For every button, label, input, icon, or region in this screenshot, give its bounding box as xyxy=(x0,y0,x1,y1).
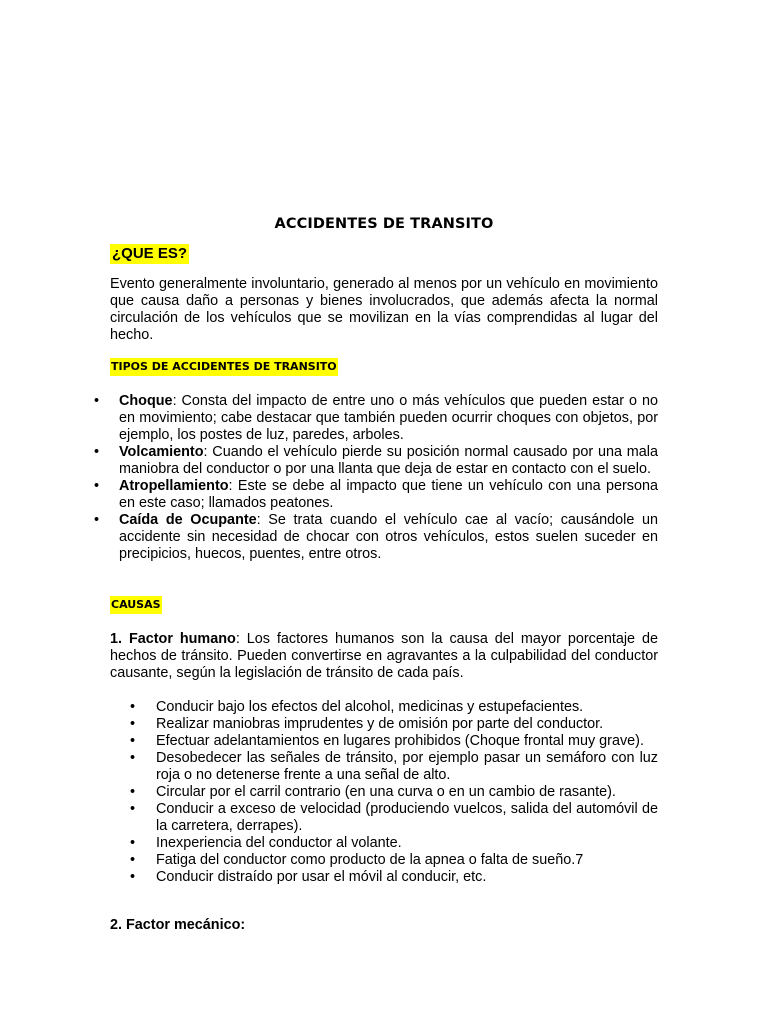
list-item xyxy=(94,512,658,563)
item-text: Inexperiencia del conductor al volante. xyxy=(156,835,402,851)
bullet-icon: • xyxy=(94,478,100,494)
item-text: Circular por el carril contrario (en una curva o en un cambio de rasante). xyxy=(156,784,616,800)
item-term: Choque xyxy=(119,393,173,409)
list-item xyxy=(94,478,658,512)
bullet-icon: • xyxy=(130,699,136,715)
causas-list xyxy=(130,699,658,886)
heading-factor-mecanico: 2. Factor mecánico: xyxy=(110,917,246,933)
item-text: Realizar maniobras imprudentes y de omisión por parte del conductor. xyxy=(156,716,604,732)
bullet-icon: • xyxy=(130,835,136,851)
item-text: : Consta del impacto de entre uno o más vehículos que pueden estar o no en movimiento; cabe destacar que también pueden ocurrir choques con objetos, por ejemplo, los postes de luz, paredes, arboles. xyxy=(119,393,658,443)
item-text: Conducir a exceso de velocidad (produciendo vuelcos, salida del automóvil de la carretera, derrapes). xyxy=(156,801,658,834)
bullet-icon: • xyxy=(130,716,136,732)
factor-humano-term: 1. Factor humano xyxy=(110,631,236,647)
item-text: : Este se debe al impacto que tiene un vehículo con una persona en este caso; llamados peatones. xyxy=(119,478,658,511)
item-term: Atropellamiento xyxy=(119,478,229,494)
item-text: : Cuando el vehículo pierde su posición normal causado por una mala maniobra del conductor o por una llanta que deja de estar en contacto con el suelo. xyxy=(119,444,658,477)
factor-humano-text: : Los factores humanos son la causa del mayor porcentaje de hechos de tránsito. Pueden convertirse en agravantes a la culpabilidad del conductor causante, según la legislación de tránsito de cada país. xyxy=(110,631,658,681)
bullet-icon: • xyxy=(130,801,136,817)
list-item xyxy=(130,750,658,784)
item-term: Volcamiento xyxy=(119,444,204,460)
bullet-icon: • xyxy=(130,733,136,749)
list-item xyxy=(94,444,658,478)
item-term: Caída de Ocupante xyxy=(119,512,257,528)
list-item xyxy=(130,852,658,869)
bullet-icon: • xyxy=(94,393,100,409)
bullet-icon: • xyxy=(130,869,136,885)
bullet-icon: • xyxy=(130,784,136,800)
item-text: Conducir bajo los efectos del alcohol, medicinas y estupefacientes. xyxy=(156,699,584,715)
list-item xyxy=(130,801,658,835)
list-item xyxy=(130,733,658,750)
document-title: ACCIDENTES DE TRANSITO xyxy=(274,216,494,232)
paragraph-definition: Evento generalmente involuntario, generado al menos por un vehículo en movimiento que causa daño a personas y bienes involucrados, que además afecta la normal circulación de los vehículos que se movilizan en la vías comprendidas al lugar del hecho. xyxy=(110,276,658,343)
item-text: Desobedecer las señales de tránsito, por ejemplo pasar un semáforo con luz roja o no detenerse frente a una señal de alto. xyxy=(156,750,658,783)
list-item xyxy=(130,869,658,886)
item-text: Efectuar adelantamientos en lugares prohibidos (Choque frontal muy grave). xyxy=(156,733,644,749)
paragraph-factor-humano xyxy=(110,631,658,682)
list-item xyxy=(130,699,658,716)
tipos-list xyxy=(94,393,658,563)
bullet-icon: • xyxy=(130,750,136,766)
list-item xyxy=(130,835,658,852)
bullet-icon: • xyxy=(130,852,136,868)
bullet-icon: • xyxy=(94,444,100,460)
list-item xyxy=(130,716,658,733)
item-text: : Se trata cuando el vehículo cae al vacío; causándole un accidente sin necesidad de chocar con otros vehículos, estos suelen suceder en precipicios, huecos, puentes, entre otros. xyxy=(119,512,658,562)
heading-que-es: ¿QUE ES? xyxy=(112,245,188,262)
list-item xyxy=(94,393,658,444)
bullet-icon: • xyxy=(94,512,100,528)
item-text: Conducir distraído por usar el móvil al conducir, etc. xyxy=(156,869,487,885)
item-text: Fatiga del conductor como producto de la apnea o falta de sueño.7 xyxy=(156,852,584,868)
heading-causas: CAUSAS xyxy=(110,596,162,614)
list-item xyxy=(130,784,658,801)
heading-tipos: TIPOS DE ACCIDENTES DE TRANSITO xyxy=(110,358,338,376)
